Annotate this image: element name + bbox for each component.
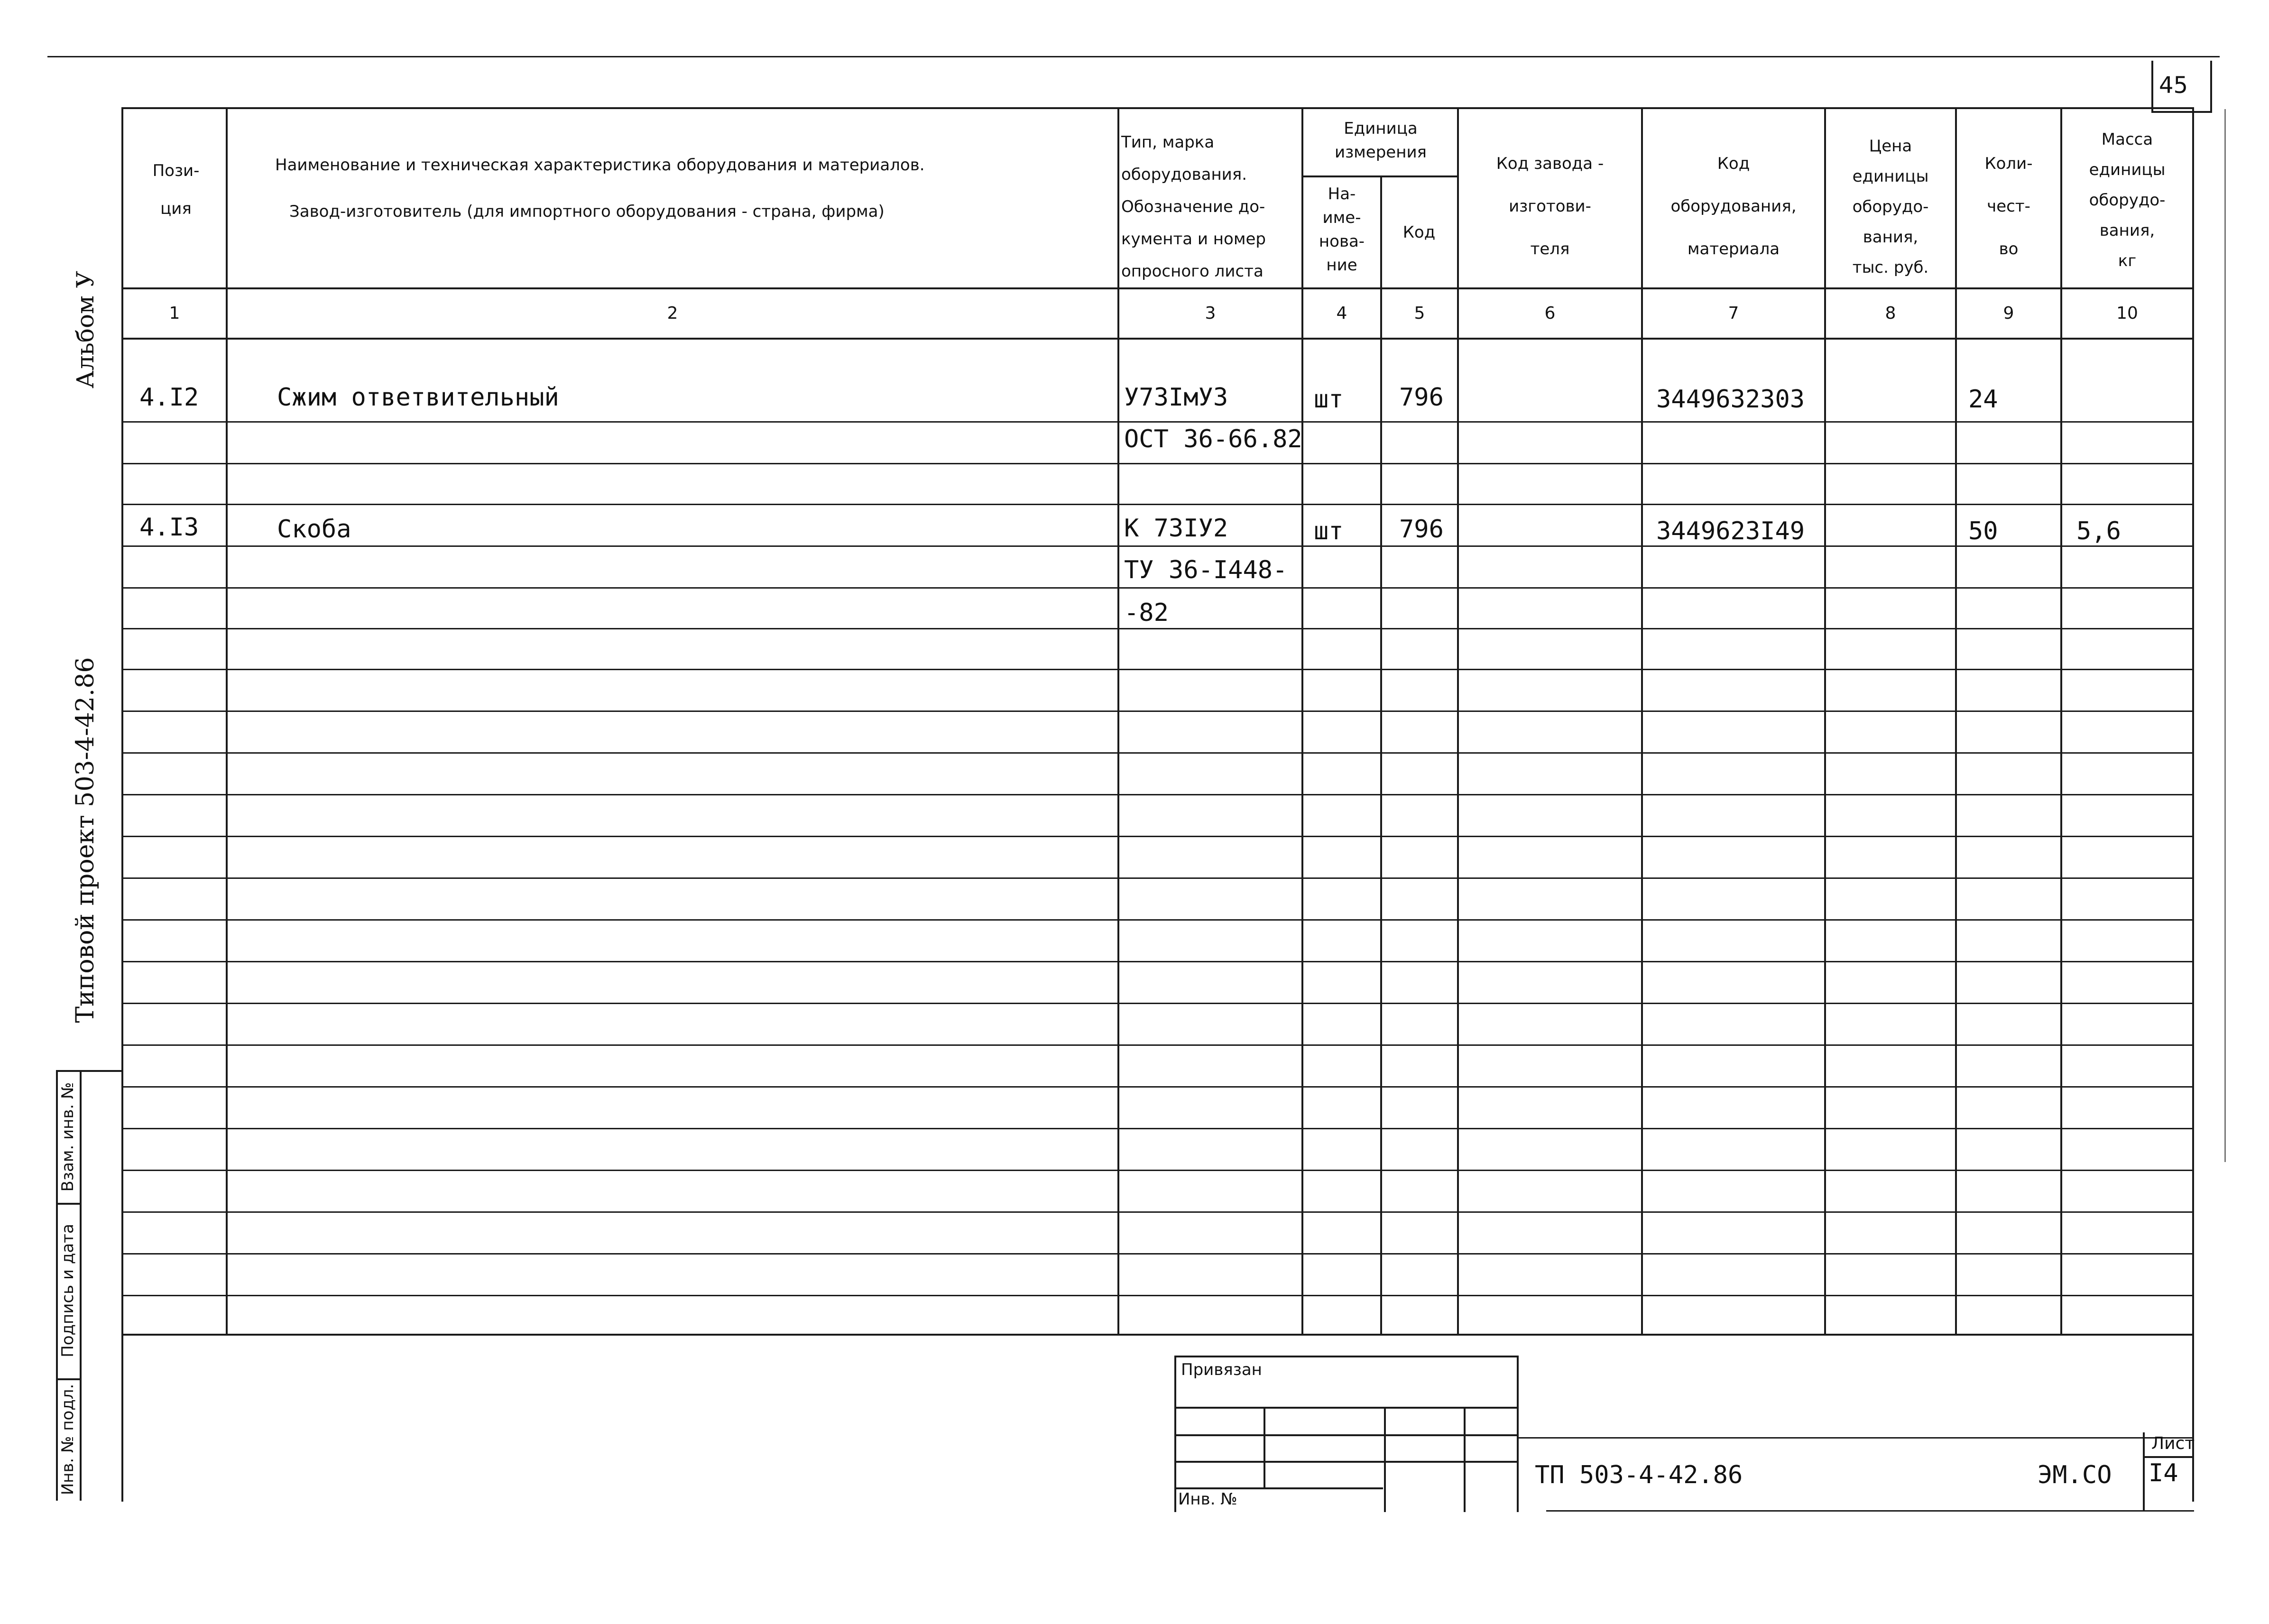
page-number-box-left [2151,61,2153,113]
table-row-line [121,1170,2194,1171]
document-code: ТП 503-4-42.86 [1535,1461,1743,1489]
sheet-label: Лист [2151,1434,2195,1453]
col-sep-9 [2060,107,2062,1336]
table-row-line [121,836,2194,837]
header-mass-block [2062,124,2192,276]
header-unit-code: Код [1402,223,1436,242]
table-row-line [121,545,2194,547]
header-type-line: кумента и номер [1121,230,1266,249]
table-top-line [121,107,2194,109]
album-label: Альбом У [72,271,99,388]
column-numbers-bottom-line [121,338,2194,340]
title-bottom-line [1546,1510,2194,1512]
header-plant-code-line: изготови- [1509,197,1591,216]
table-row-line [121,1295,2194,1296]
stamp-label: Подпись и дата [58,1224,77,1357]
title-top-line [1519,1437,2194,1439]
header-mass-line: вания, [2099,221,2155,240]
table-row-line [121,1253,2194,1255]
column-number: 9 [2003,304,2014,323]
sheet-box-left [2143,1432,2145,1511]
table-row-line [121,710,2194,712]
table-row-line [121,1128,2194,1129]
row-equip-code: 3449623I49 [1656,517,1805,545]
attachment-col-3 [1464,1407,1466,1512]
header-price-line: тыс. руб. [1852,258,1929,277]
table-right-line [2192,107,2194,1502]
header-equip-code-line: оборудования, [1670,197,1797,216]
column-number: 4 [1336,304,1347,323]
table-row-line [121,628,2194,629]
row-position: 4.I3 [139,513,199,542]
header-type-line: Тип, марка [1121,133,1215,152]
table-bottom-line [121,1334,2194,1336]
project-label: Типовой проект 503-4-42.86 [71,657,100,1023]
top-border-line [47,56,2220,57]
attached-label: Привязан [1181,1360,1262,1379]
page-number: 45 [2159,72,2188,99]
row-name: Сжим ответвительный [277,383,559,412]
col-sep-8 [1955,107,1957,1336]
column-number: 5 [1414,304,1425,323]
header-type-line: оборудования. [1121,165,1247,184]
attachment-line-1 [1174,1407,1519,1409]
row-name: Скоба [277,515,351,544]
table-row-line [121,587,2194,589]
column-number: 3 [1205,304,1216,323]
header-price-line: оборудо- [1852,197,1929,216]
table-row-line [121,1086,2194,1088]
header-maker: Завод-изготовитель (для импортного оборудования - страна, фирма) [289,202,885,221]
column-number: 7 [1728,304,1739,323]
header-type-block [1121,126,1300,287]
stamp-label: Инв. № подл. [58,1384,77,1495]
row-unit: шт [1314,385,1344,414]
header-equip-code-line: Код [1717,154,1750,173]
table-row-line [121,1211,2194,1213]
header-price-block [1826,131,1955,283]
row-equip-code: 3449632303 [1656,385,1805,414]
right-margin-line [2224,109,2226,1162]
table-row-line [121,877,2194,879]
header-unit-name-line: име- [1322,208,1361,227]
row-unit: шт [1314,517,1344,545]
col-sep-4 [1380,175,1382,1336]
header-plant-code-line: Код завода - [1496,154,1604,173]
table-row-line [121,669,2194,670]
page-number-box-right [2210,61,2212,113]
header-qty-line: чест- [1987,197,2030,216]
col-sep-3 [1301,107,1303,1336]
column-number: 6 [1544,304,1556,323]
table-row-line [121,1044,2194,1046]
table-row-line [121,1003,2194,1004]
header-bottom-line [121,287,2194,289]
table-row-line [121,919,2194,921]
attachment-line-3 [1174,1461,1519,1463]
row-type-doc: ОСТ 36-66.82 [1124,425,1302,453]
col-sep-1 [226,107,228,1336]
col-sep-5 [1457,107,1459,1336]
row-unit-code: 796 [1399,383,1444,412]
col-sep-6 [1641,107,1643,1336]
header-plant-code-line: теля [1530,240,1570,258]
col-sep-7 [1824,107,1826,1336]
header-qty-block [1957,142,2060,270]
row-qty: 50 [1968,517,1998,545]
table-row-line [121,961,2194,962]
header-mass-line: оборудо- [2089,191,2166,210]
header-mass-line: Масса [2101,130,2153,149]
table-row-line [121,421,2194,423]
col-sep-2 [1117,107,1119,1336]
header-name: Наименование и техническая характеристика оборудования и материалов. [275,156,925,175]
header-price-line: Цена [1869,137,1912,156]
row-type: К 73IУ2 [1124,514,1228,543]
attachment-col-2 [1384,1407,1386,1512]
header-qty-line: Коли- [1984,154,2033,173]
sheet-number: I4 [2149,1459,2178,1487]
header-unit-name-line: нова- [1319,232,1365,251]
header-unit-name-block [1304,182,1379,277]
header-price-line: вания, [1863,228,1919,247]
header-type-line: Обозначение до- [1121,197,1265,216]
column-number: 8 [1885,304,1896,323]
stamp-label: Взам. инв. № [58,1082,77,1192]
column-number: 2 [667,304,678,323]
header-mass-line: кг [2118,251,2137,270]
page-number-box-bottom [2151,111,2212,113]
header-plant-code-block [1459,142,1641,270]
inv-label: Инв. № [1178,1490,1237,1509]
table-row-line [121,504,2194,505]
table-row-line [121,794,2194,795]
header-unit-name-line: ние [1326,256,1357,275]
row-mass: 5,6 [2076,517,2121,545]
header-qty-line: во [1999,240,2019,258]
header-equip-code-line: материала [1687,240,1780,258]
row-type: У73IмУ3 [1124,383,1228,412]
unit-sub-header-line [1301,175,1458,177]
header-unit-name-line: На- [1328,185,1356,203]
sheet-box-mid [2143,1456,2193,1458]
header-equip-code-block [1643,142,1824,270]
column-number: 10 [2116,304,2138,323]
attachment-line-2 [1174,1434,1519,1436]
table-row-line [121,752,2194,754]
header-mass-line: единицы [2089,160,2166,179]
header-position: Пози- ция [152,161,200,218]
header-unit: Единица измерения [1334,119,1427,162]
column-number: 1 [169,304,180,323]
row-position: 4.I2 [139,383,199,412]
header-type-line: опросного листа [1121,262,1264,281]
row-type-doc: ТУ 36-I448- [1124,556,1288,584]
header-price-line: единицы [1852,167,1929,186]
row-unit-code: 796 [1399,515,1444,544]
table-row-line [121,463,2194,464]
row-type-doc-cont: -82 [1124,599,1169,627]
document-mark: ЭМ.СО [2038,1461,2112,1489]
stamp-inner-line [80,1070,82,1501]
row-qty: 24 [1968,385,1998,414]
attachment-col-1 [1264,1407,1265,1487]
